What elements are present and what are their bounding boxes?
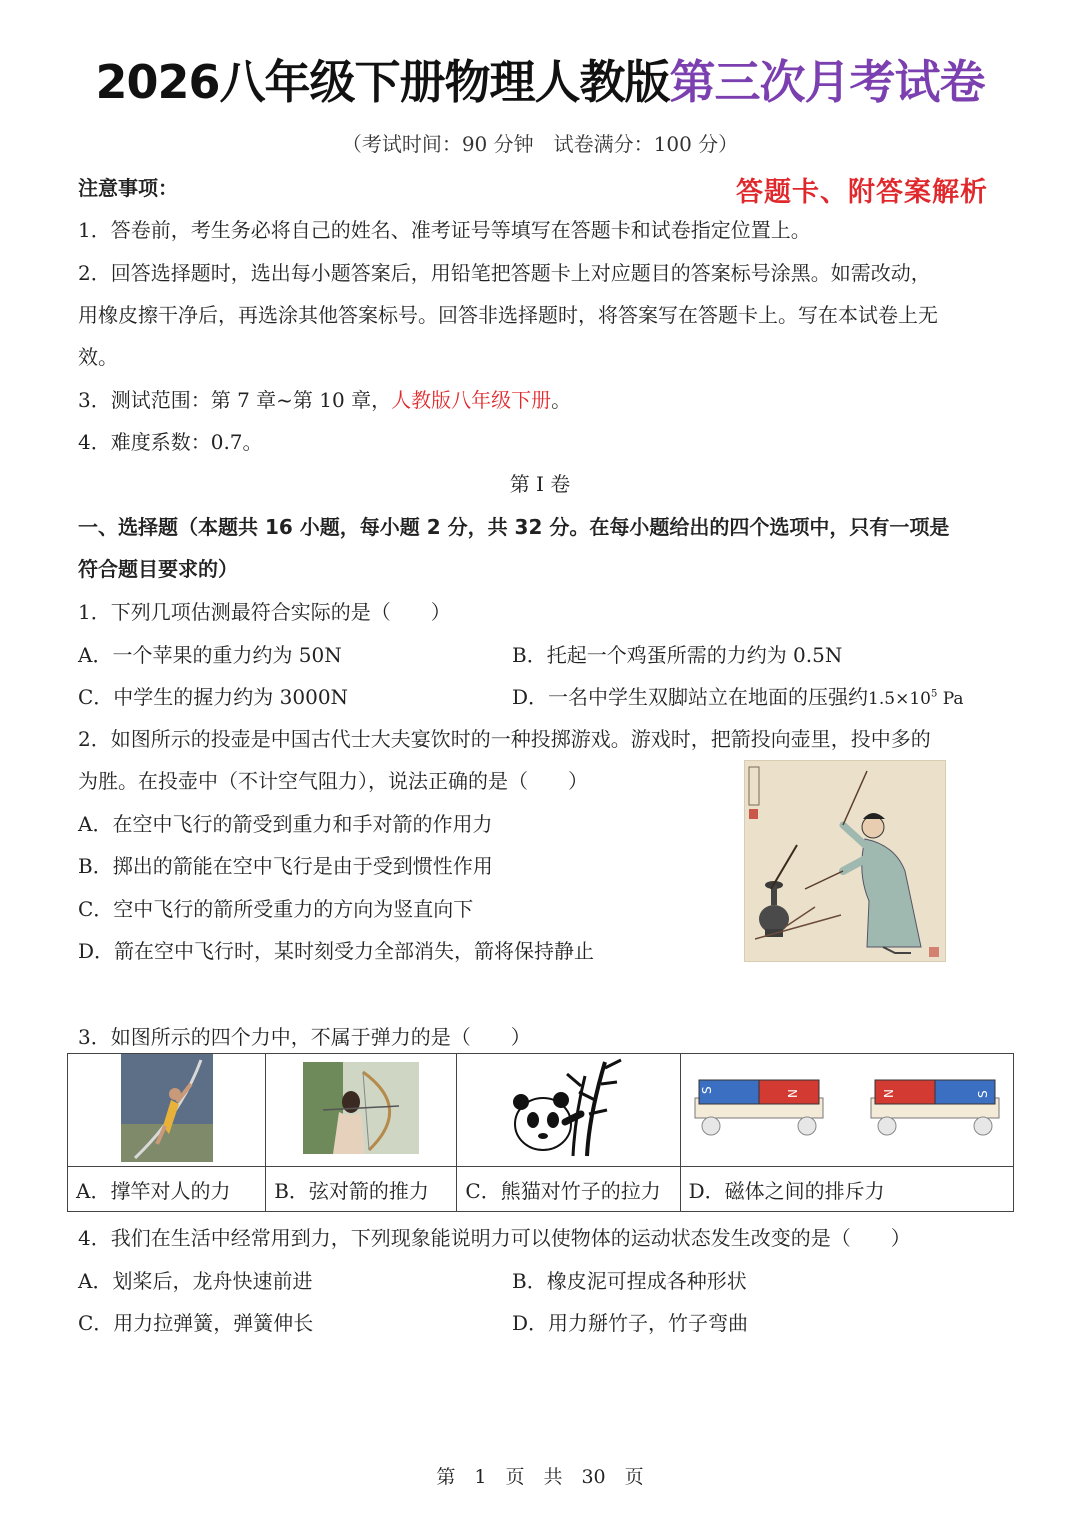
q4-stem: 4．我们在生活中经常用到力，下列现象能说明力可以使物体的运动状态发生改变的是（ ） <box>78 1226 911 1250</box>
page-title <box>0 46 1080 112</box>
section-1-heading-line-1: 一、选择题（本题共 16 小题，每小题 2 分，共 32 分。在每小题给出的四个选项中，只有一项是 <box>78 515 950 539</box>
q3-option-a: A．撑竿对人的力 <box>68 1167 266 1212</box>
q2-option-a: A．在空中飞行的箭受到重力和手对箭的作用力 <box>78 812 493 836</box>
q2-option-b: B．掷出的箭能在空中飞行是由于受到惯性作用 <box>78 854 493 878</box>
section-1-heading-line-2: 符合题目要求的） <box>78 557 238 581</box>
notice-item-3-suffix: 。 <box>551 388 572 412</box>
answer-card-tag: 答题卡、附答案解析 <box>736 177 988 208</box>
q4-option-a: A．划桨后，龙舟快速前进 <box>78 1269 313 1293</box>
q1-option-d-unit: Pa <box>937 689 964 709</box>
right-magnet-n-label: N <box>881 1089 896 1098</box>
q2-stem-line-1: 2．如图所示的投壶是中国古代士大夫宴饮时的一种投掷游戏。游戏时，把箭投向壶里，投中多的 <box>78 727 931 751</box>
q2-stem-line-2: 为胜。在投壶中（不计空气阻力），说法正确的是（ ） <box>78 769 588 793</box>
notice-item-3 <box>78 384 571 413</box>
right-magnet-s-label: S <box>975 1090 990 1098</box>
notice-heading: 注意事项： <box>78 176 178 200</box>
q3-option-b: B．弦对箭的推力 <box>266 1167 457 1212</box>
q1-stem: 1．下列几项估测最符合实际的是（ ） <box>78 600 451 624</box>
q4-option-d: D．用力掰竹子，竹子弯曲 <box>512 1311 749 1335</box>
page-footer: 第 1 页 共 30 页 <box>436 1466 644 1488</box>
notice-item-4: 4．难度系数：0.7。 <box>78 430 263 454</box>
panda-bamboo-image <box>509 1056 629 1160</box>
magnet-carts-image <box>689 1070 1005 1146</box>
left-magnet-s-label: S <box>699 1086 714 1094</box>
title-highlight: 第三次月考试卷 <box>669 55 985 109</box>
q3-image-d <box>680 1054 1013 1167</box>
q1-option-c: C．中学生的握力约为 3000N <box>78 685 349 709</box>
q2-option-c: C．空中飞行的箭所受重力的方向为竖直向下 <box>78 897 474 921</box>
q2-option-d: D．箭在空中飞行时，某时刻受力全部消失，箭将保持静止 <box>78 939 595 963</box>
q3-options-table <box>67 1053 1014 1212</box>
notice-item-3-prefix: 3．测试范围：第 7 章~第 10 章， <box>78 388 392 412</box>
q1-option-b: B．托起一个鸡蛋所需的力约为 0.5N <box>512 643 843 667</box>
volume-heading: 第 I 卷 <box>509 472 571 496</box>
q1-option-d-exponent: 5 <box>930 688 938 700</box>
q1-option-d-value: 1.5×10 <box>868 689 931 709</box>
q1-option-d-text: D．一名中学生双脚站立在地面的压强约 <box>512 685 869 709</box>
q4-option-c: C．用力拉弹簧，弹簧伸长 <box>78 1311 314 1335</box>
touhu-painting-illustration <box>745 761 945 961</box>
exam-info: （考试时间：90 分钟 试卷满分：100 分） <box>341 132 739 156</box>
notice-item-1: 1．答卷前，考生务必将自己的姓名、准考证号等填写在答题卡和试卷指定位置上。 <box>78 218 811 242</box>
title-main: 2026八年级下册物理人教版 <box>95 55 670 109</box>
q3-image-b <box>266 1054 457 1167</box>
q1-option-a: A．一个苹果的重力约为 50N <box>78 643 342 667</box>
notice-item-3-scope: 人教版八年级下册 <box>391 388 552 412</box>
q3-option-c: C．熊猫对竹子的拉力 <box>457 1167 680 1212</box>
pole-vault-image <box>121 1054 213 1162</box>
q4-option-b: B．橡皮泥可捏成各种形状 <box>512 1269 747 1293</box>
q3-image-c <box>457 1054 680 1167</box>
archery-image <box>303 1062 419 1154</box>
q3-option-d: D．磁体之间的排斥力 <box>680 1167 1013 1212</box>
touhu-painting-image <box>744 760 946 962</box>
left-magnet-n-label: N <box>785 1089 800 1098</box>
notice-item-2-line-2: 用橡皮擦干净后，再选涂其他答案标号。回答非选择题时，将答案写在答题卡上。写在本试卷上无 <box>78 303 938 327</box>
q3-stem: 3．如图所示的四个力中，不属于弹力的是（ ） <box>78 1025 531 1049</box>
notice-item-2-line-3: 效。 <box>78 345 118 369</box>
q3-image-a <box>68 1054 266 1167</box>
notice-item-2-line-1: 2．回答选择题时，选出每小题答案后，用铅笔把答题卡上对应题目的答案标号涂黑。如需改动， <box>78 261 931 285</box>
q1-option-d <box>512 681 964 710</box>
